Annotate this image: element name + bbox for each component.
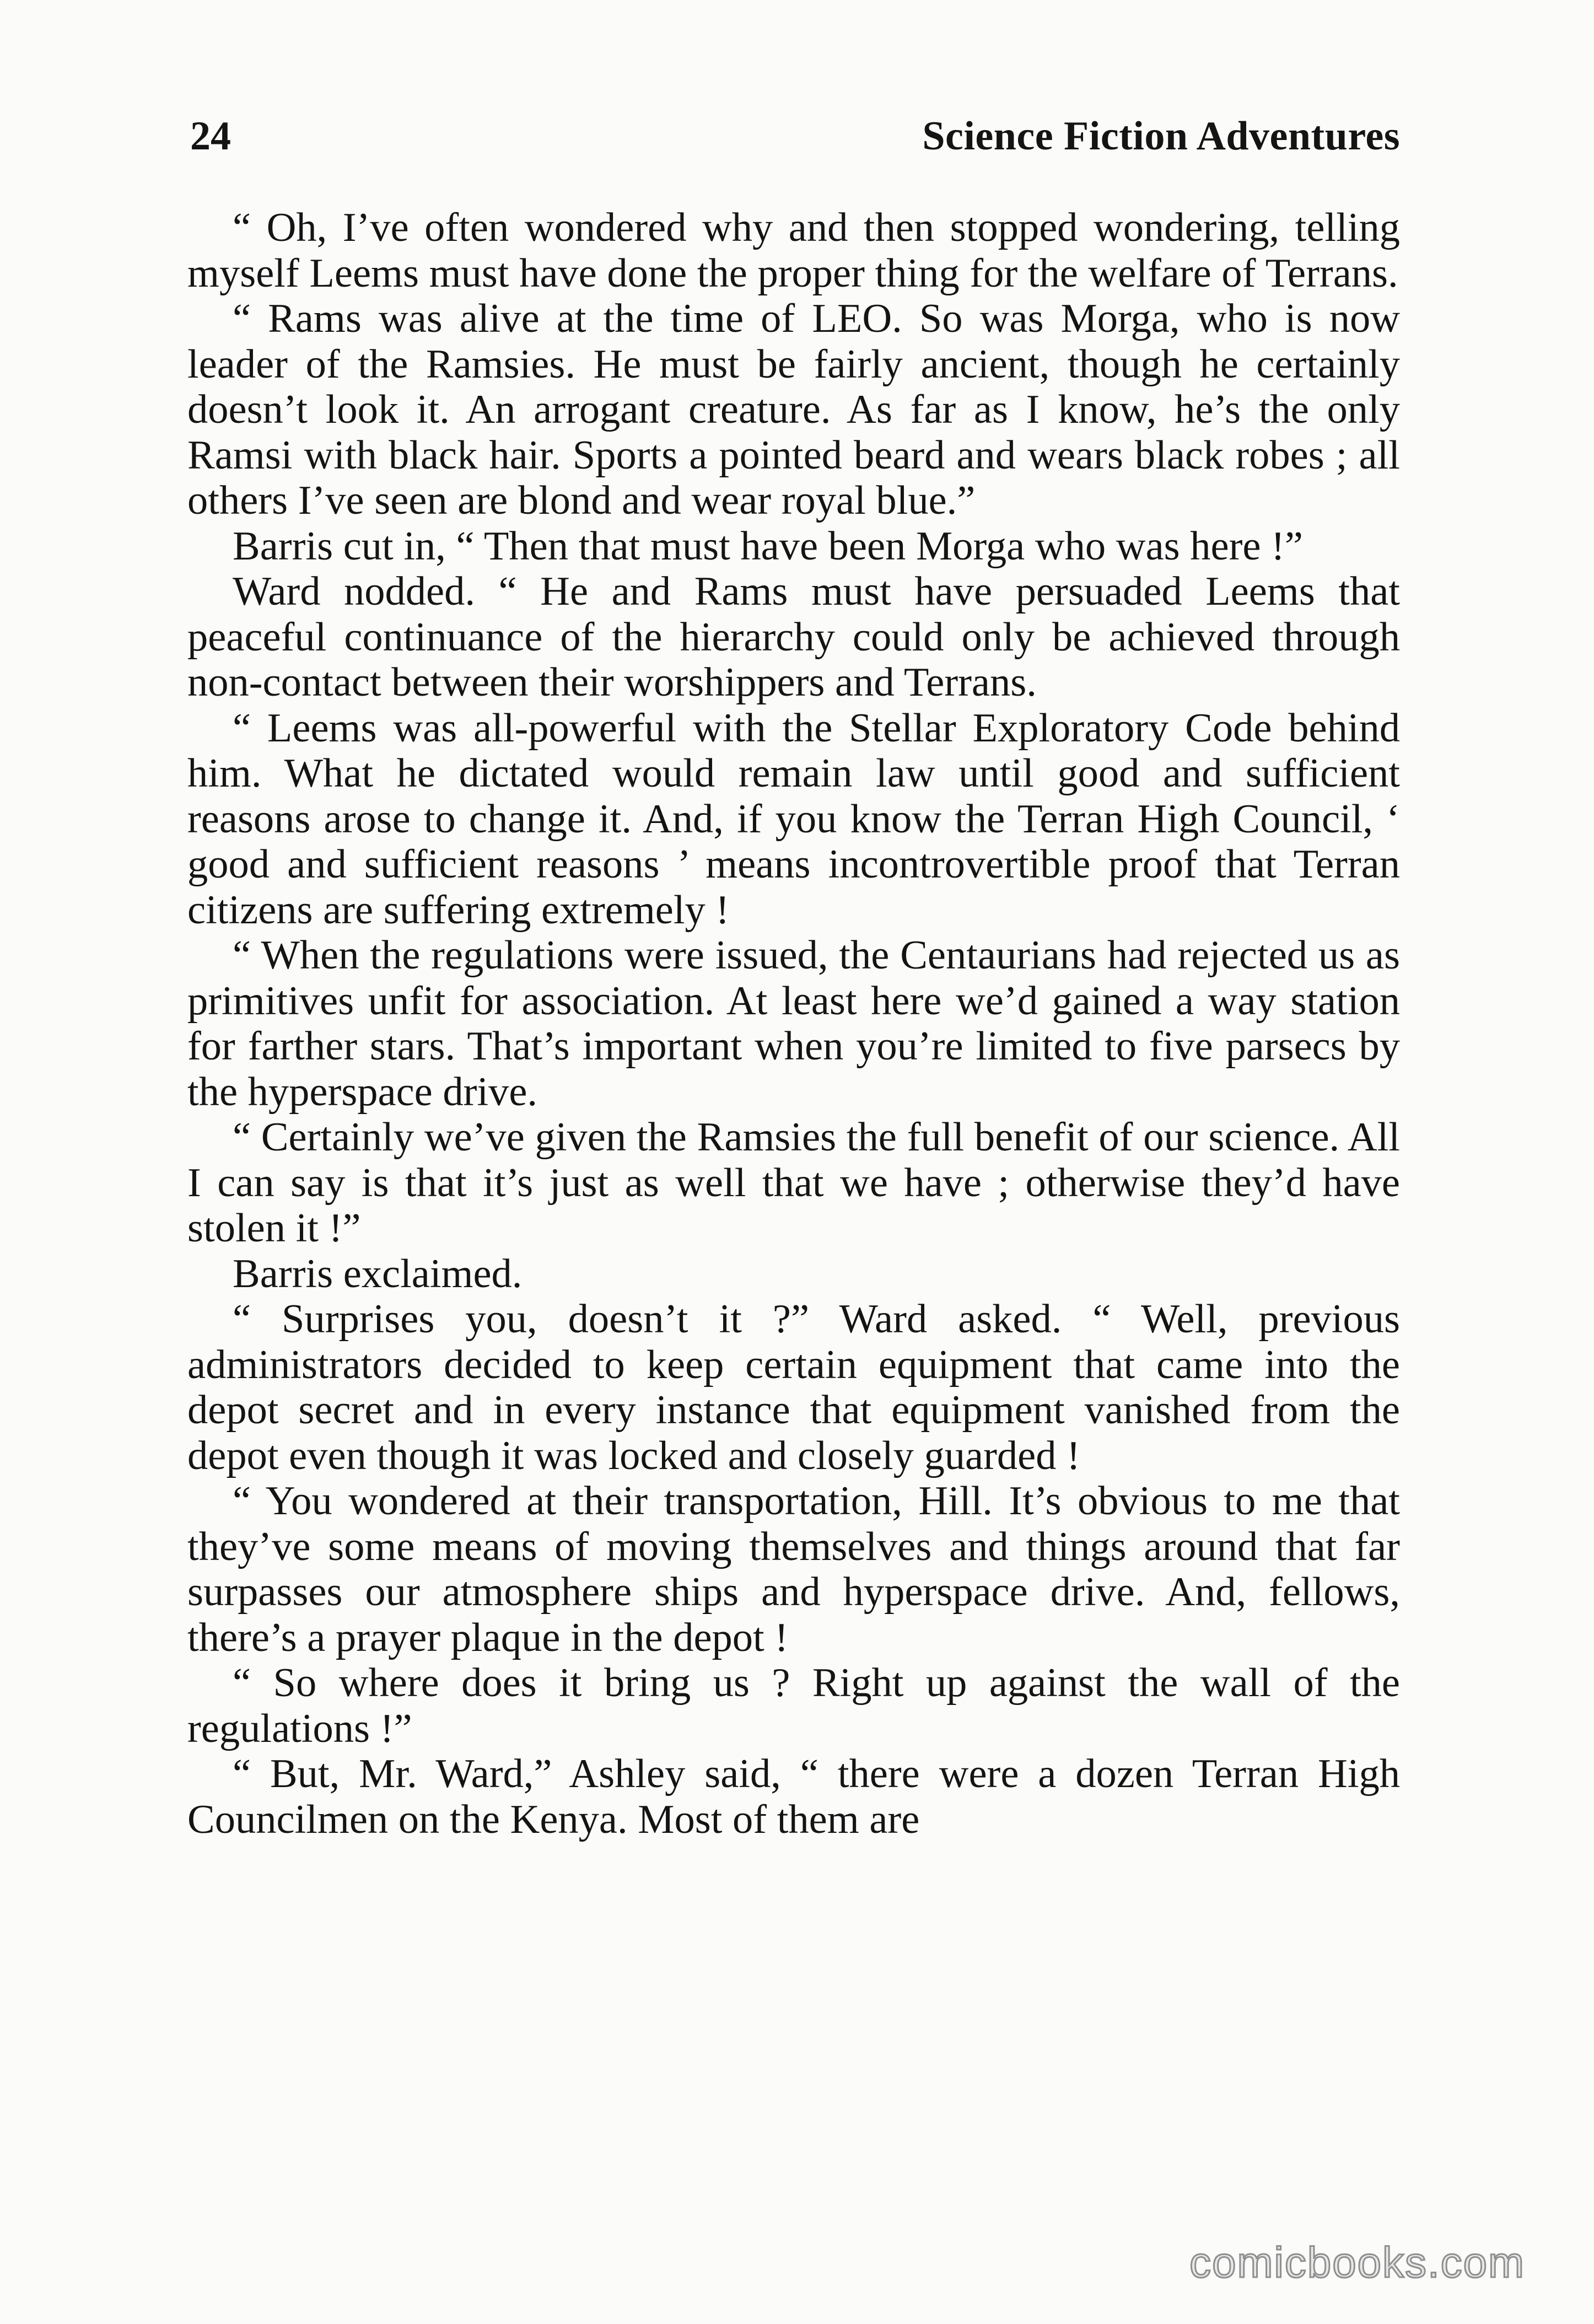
watermark: comicbooks.com xyxy=(1189,2238,1525,2287)
paragraph: “ Surprises you, doesn’t it ?” Ward asked. “ Well, previous administrators decided to keep certain equipment that came into the depot secret and in every instance that equipment vanished from the depot even though it was locked and closely guarded ! xyxy=(187,1297,1400,1478)
paragraph: “ Leems was all-powerful with the Stellar Exploratory Code behind him. What he dictated would remain law until good and sufficient reasons arose to change it. And, if you know the Terran High Council, ‘ good and sufficient reasons ’ means incontrovertible proof that Terran citizens are suffering extremely ! xyxy=(187,705,1400,933)
page-number: 24 xyxy=(190,114,231,159)
running-title: Science Fiction Adventures xyxy=(922,114,1400,159)
paragraph: Ward nodded. “ He and Rams must have persuaded Leems that peaceful continuance of the hierarchy could only be achieved through non-contact between their worshippers and Terrans. xyxy=(187,569,1400,705)
body-text xyxy=(187,205,1400,1842)
paragraph: “ Rams was alive at the time of LEO. So was Morga, who is now leader of the Ramsies. He must be fairly ancient, though he certainly doesn’t look it. An arrogant creature. As far as I know, he’s the only Ramsi with black hair. Sports a pointed beard and wears black robes ; all others I’ve seen are blond and wear royal blue.” xyxy=(187,296,1400,523)
paragraph: Barris cut in, “ Then that must have been Morga who was here !” xyxy=(233,523,1303,569)
paragraph: “ But, Mr. Ward,” Ashley said, “ there were a dozen Terran High Councilmen on the Kenya. Most of them are xyxy=(187,1751,1400,1842)
paragraph: “ You wondered at their transportation, Hill. It’s obvious to me that they’ve some means of moving themselves and things around that far surpasses our atmosphere ships and hyperspace drive. And, fellows, there’s a prayer plaque in the depot ! xyxy=(187,1478,1400,1660)
paragraph: “ So where does it bring us ? Right up against the wall of the regulations !” xyxy=(187,1660,1400,1751)
paragraph: “ Oh, I’ve often wondered why and then stopped wondering, telling myself Leems must have done the proper thing for the welfare of Terrans. xyxy=(187,205,1400,296)
paragraph: “ Certainly we’ve given the Ramsies the full benefit of our science. All I can say is that it’s just as well that we have ; otherwise they’d have stolen it !” xyxy=(187,1115,1400,1251)
paragraph: Barris exclaimed. xyxy=(233,1251,523,1297)
page-header xyxy=(190,113,1400,174)
paragraph: “ When the regulations were issued, the Centaurians had rejected us as primitives unfit for association. At least here we’d gained a way station for farther stars. That’s important when you’re limited to five parsecs by the hyperspace drive. xyxy=(187,933,1400,1115)
